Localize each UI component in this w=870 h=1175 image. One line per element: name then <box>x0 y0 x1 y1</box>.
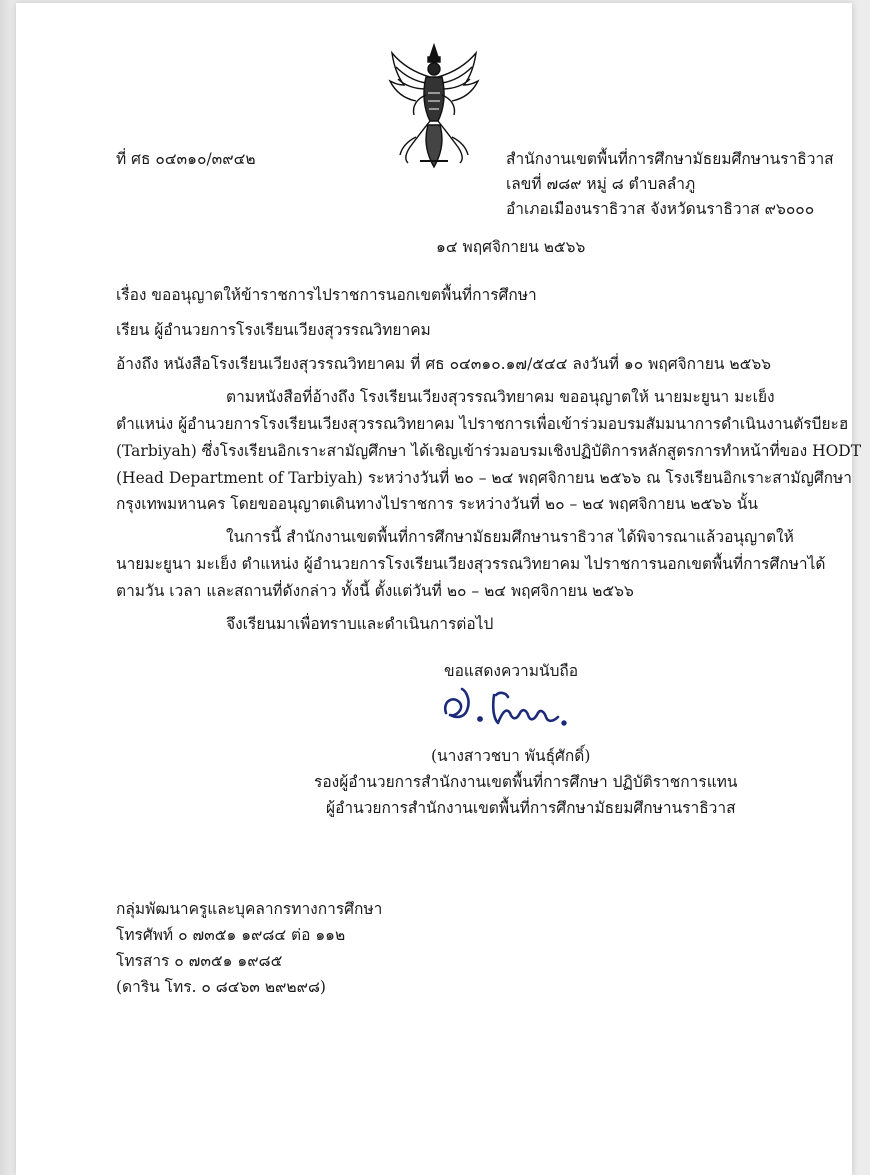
document-page <box>16 3 862 1175</box>
addressee-line: เรียน ผู้อำนวยการโรงเรียนเวียงสุวรรณวิทยาคม <box>116 321 431 339</box>
body-para1-line3: (Tarbiyah) ซึ่งโรงเรียนอิกเราะสามัญศึกษา ได้เชิญเข้าร่วมอบรมเชิงปฏิบัติการหลักสูตรการทำหน้าที่ของ HODT <box>116 442 862 460</box>
footer-fax: โทรสาร ๐ ๗๓๕๑ ๑๙๘๕ <box>116 952 283 970</box>
signer-title-line2: ผู้อำนวยการสำนักงานเขตพื้นที่การศึกษามัธยมศึกษานราธิวาส <box>326 799 736 817</box>
body-para1-line4: (Head Department of Tarbiyah) ระหว่างวันที่ ๒๐ – ๒๔ พฤศจิกายน ๒๕๖๖ ณ โรงเรียนอิกเราะสามัญศึกษา <box>116 469 852 487</box>
garuda-emblem-icon <box>386 43 482 173</box>
subject-line: เรื่อง ขออนุญาตให้ข้าราชการไปราชการนอกเขตพื้นที่การศึกษา <box>116 286 537 304</box>
body-para1-line2: ตำแหน่ง ผู้อำนวยการโรงเรียนเวียงสุวรรณวิทยาคม ไปราชการเพื่อเข้าร่วมอบรมสัมมนาการดำเนินงานตัรบียะฮ <box>116 415 849 433</box>
footer-department: กลุ่มพัฒนาครูและบุคลากรทางการศึกษา <box>116 900 383 918</box>
body-para2-line3: ตามวัน เวลา และสถานที่ดังกล่าว ทั้งนี้ ตั้งแต่วันที่ ๒๐ – ๒๔ พฤศจิกายน ๒๕๖๖ <box>116 582 634 600</box>
signer-title-line1: รองผู้อำนวยการสำนักงานเขตพื้นที่การศึกษา ปฏิบัติราชการแทน <box>314 773 738 791</box>
reference-line: อ้างถึง หนังสือโรงเรียนเวียงสุวรรณวิทยาคม ที่ ศธ ๐๔๓๑๐.๑๗/๕๔๔ ลงวันที่ ๑๐ พฤศจิกายน ๒๕๖๖ <box>116 355 771 373</box>
closing-regards: ขอแสดงความนับถือ <box>444 662 579 680</box>
body-para2-line1: ในการนี้ สำนักงานเขตพื้นที่การศึกษามัธยมศึกษานราธิวาส ได้พิจารณาแล้วอนุญาตให้ <box>226 528 794 546</box>
footer-phone: โทรศัพท์ ๐ ๗๓๕๑ ๑๙๘๔ ต่อ ๑๑๒ <box>116 926 346 944</box>
signer-name: (นางสาวชบา พันธุ์ศักดิ์) <box>431 747 591 765</box>
office-address-line2: อำเภอเมืองนราธิวาส จังหวัดนราธิวาส ๙๖๐๐๐ <box>506 200 815 218</box>
body-para2-line2: นายมะยูนา มะเย็ง ตำแหน่ง ผู้อำนวยการโรงเรียนเวียงสุวรรณวิทยาคม ไปราชการนอกเขตพื้นที่การศึกษาได้ <box>116 555 826 573</box>
reference-number: ที่ ศธ ๐๔๓๑๐/๓๙๔๒ <box>116 150 256 168</box>
document-date: ๑๔ พฤศจิกายน ๒๕๖๖ <box>436 238 586 256</box>
body-para1-line5: กรุงเทพมหานคร โดยขออนุญาตเดินทางไปราชการ ระหว่างวันที่ ๒๐ – ๒๔ พฤศจิกายน ๒๕๖๖ นั้น <box>116 495 759 513</box>
office-address-line1: เลขที่ ๗๘๙ หมู่ ๘ ตำบลลำภู <box>506 175 696 193</box>
office-name: สำนักงานเขตพื้นที่การศึกษามัธยมศึกษานราธิวาส <box>506 150 834 168</box>
handwritten-signature <box>436 683 576 733</box>
body-para3: จึงเรียนมาเพื่อทราบและดำเนินการต่อไป <box>226 615 494 633</box>
body-para1-line1: ตามหนังสือที่อ้างถึง โรงเรียนเวียงสุวรรณวิทยาคม ขออนุญาตให้ นายมะยูนา มะเย็ง <box>226 388 775 406</box>
footer-contact-person: (ดาริน โทร. ๐ ๘๔๖๓ ๒๙๒๙๘) <box>116 978 326 996</box>
